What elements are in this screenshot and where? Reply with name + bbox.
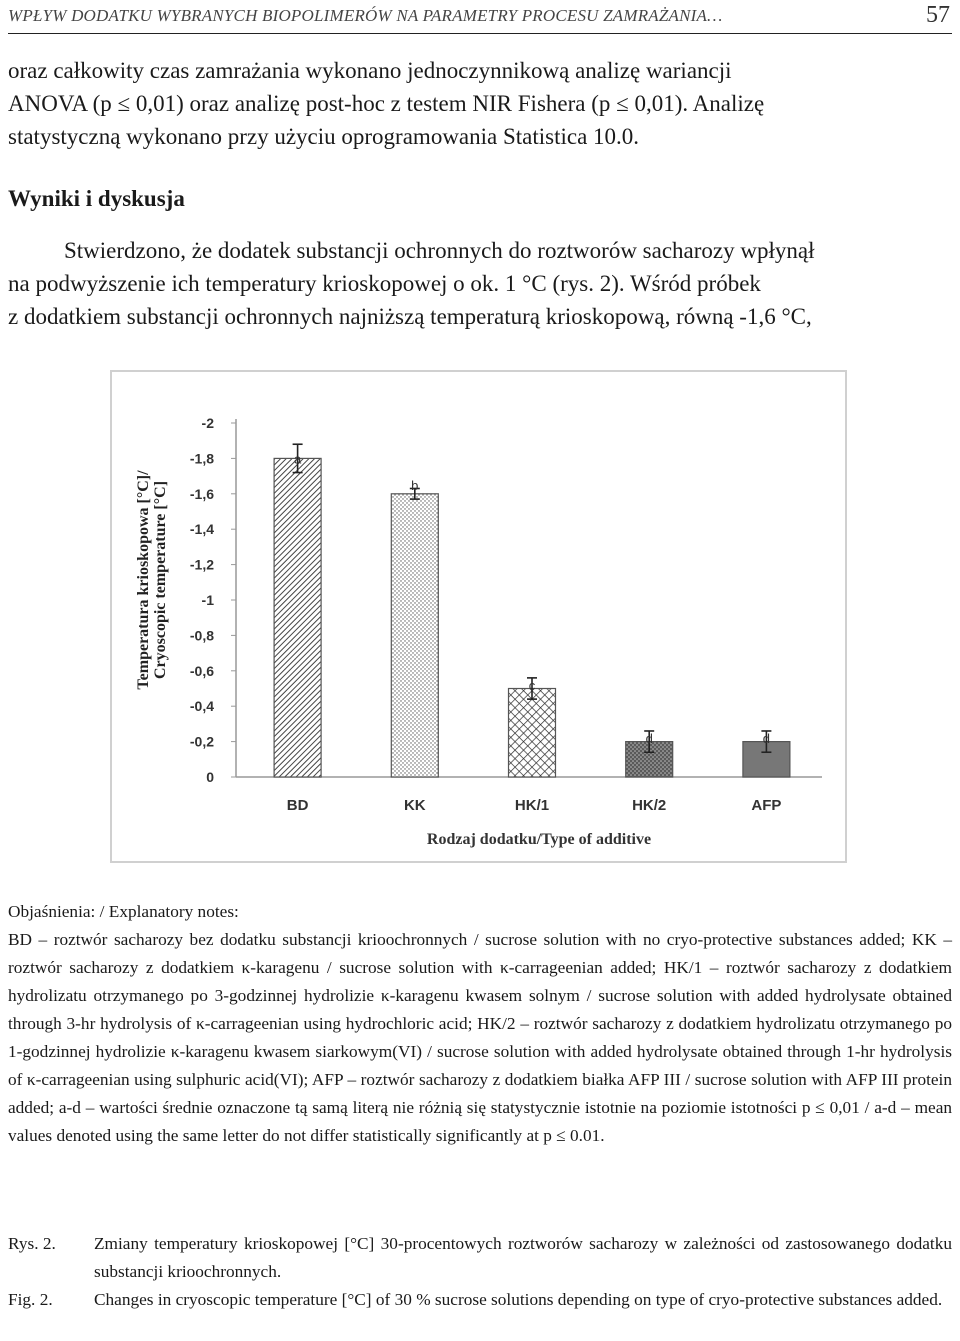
caption-text: Changes in cryoscopic temperature [°C] of 30 % sucrose solutions depending on type of cryo-protective substances added. bbox=[94, 1290, 943, 1309]
section-heading: Wyniki i dyskusja bbox=[8, 186, 185, 211]
bar-chart bbox=[112, 372, 845, 861]
x-tick-label: KK bbox=[403, 797, 426, 814]
text-line: ANOVA (p ≤ 0,01) oraz analizę post-hoc z testem NIR Fishera (p ≤ 0,01). Analizę bbox=[8, 91, 765, 116]
bar bbox=[274, 458, 321, 777]
text-line: z dodatkiem substancji ochronnych najniższą temperaturą krioskopową, równą -1,6 °C, bbox=[8, 304, 812, 329]
caption-label: Rys. 2. bbox=[8, 1234, 56, 1253]
running-header bbox=[8, 0, 952, 34]
caption-label: Fig. 2. bbox=[8, 1290, 53, 1309]
y-tick-label: -0,2 bbox=[189, 733, 214, 750]
text-line: na podwyższenie ich temperatury krioskopowej o ok. 1 °C (rys. 2). Wśród próbek bbox=[8, 271, 761, 296]
x-tick-label: AFP bbox=[751, 797, 782, 814]
y-tick-label: -0,8 bbox=[189, 627, 214, 644]
caption-text: Zmiany temperatury krioskopowej [°C] 30-procentowych roztworów sacharozy w zależności od zastosowanego dodatku substancji krioochronnych. bbox=[94, 1234, 952, 1281]
significance-letter: d bbox=[645, 731, 653, 747]
y-axis-label: Cryoscopic temperature [°C] bbox=[152, 480, 169, 680]
text-line: statystyczną wykonano przy użyciu oprogramowania Statistica 10.0. bbox=[8, 124, 640, 149]
x-tick-label: HK/2 bbox=[632, 797, 667, 814]
figure-captions bbox=[8, 1230, 952, 1314]
y-tick-label: 0 bbox=[206, 769, 214, 785]
bar bbox=[391, 494, 438, 777]
x-axis-label: Rodzaj dodatku/Type of additive bbox=[426, 831, 652, 848]
text-line: Stwierdzono, że dodatek substancji ochronnych do roztworów sacharozy wpłynął bbox=[64, 238, 815, 263]
running-title: WPŁYW DODATKU WYBRANYCH BIOPOLIMERÓW NA PARAMETRY PROCESU ZAMRAŻANIA… bbox=[8, 6, 723, 25]
notes-body: BD – roztwór sacharozy bez dodatku substancji krioochronnych / sucrose solution with no cryo-protective substances added; KK – roztwór sacharozy z dodatkiem κ-karagenu / sucrose solution with κ-carrageenian added; HK/1 – roztwór sacharozy z dodatkiem hydrolizatu otrzymanego po 3-godzinnej hydrolizie κ-karagenu kwasem solnym / sucrose solution with added hydrolysate obtained through 3-hr hydrolysis of κ-carrageenian using hydrochloric acid; HK/2 – roztwór sacharozy z dodatkiem hydrolizatu otrzymanego po 1-godzinnej hydrolizie κ-karagenu kwasem siarkowym(VI) / sucrose solution with added hydrolysate obtained through 1-hr hydrolysis of κ-carrageenian using sulphuric acid(VI); AFP – roztwór sacharozy z dodatkiem białka AFP III / sucrose solution with AFP III protein added; a-d – wartości średnie oznaczone tą samą literą nie różnią się statystycznie istotnie na poziomie istotności p ≤ 0,01 / a-d – mean values denoted using the same letter do not differ statistically significantly at p ≤ 0.01. bbox=[8, 930, 952, 1145]
y-tick-label: -1,6 bbox=[189, 485, 214, 502]
y-tick-label: -1,4 bbox=[189, 521, 214, 538]
bar bbox=[509, 689, 556, 778]
y-axis-label: Temperatura krioskopowa [°C]/ bbox=[135, 470, 152, 690]
text-line: oraz całkowity czas zamrażania wykonano jednoczynnikową analizę wariancji bbox=[8, 58, 732, 83]
results-paragraph bbox=[8, 234, 952, 333]
y-tick-label: -1 bbox=[201, 592, 214, 608]
x-tick-label: BD bbox=[286, 797, 309, 814]
bar-chart-figure bbox=[110, 370, 847, 863]
explanatory-notes bbox=[8, 898, 952, 1150]
significance-letter: d bbox=[762, 731, 771, 747]
y-tick-label: -2 bbox=[201, 415, 214, 431]
significance-letter: b bbox=[411, 478, 419, 494]
caption-pl bbox=[8, 1230, 952, 1286]
y-tick-label: -0,6 bbox=[189, 662, 214, 679]
significance-letter: a bbox=[293, 451, 302, 467]
intro-paragraph bbox=[8, 54, 952, 153]
page-number: 57 bbox=[926, 2, 950, 28]
y-tick-label: -0,4 bbox=[189, 698, 214, 715]
caption-en bbox=[8, 1286, 952, 1314]
significance-letter: c bbox=[528, 678, 536, 694]
y-tick-label: -1,2 bbox=[189, 556, 214, 573]
notes-heading: Objaśnienia: / Explanatory notes: bbox=[8, 902, 239, 921]
y-tick-label: -1,8 bbox=[189, 450, 214, 467]
x-tick-label: HK/1 bbox=[514, 797, 550, 814]
